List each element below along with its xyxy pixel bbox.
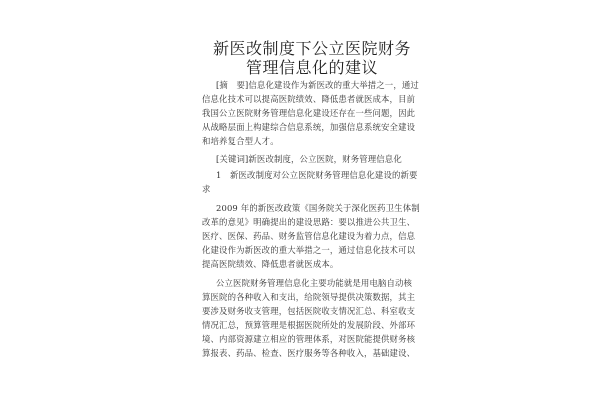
abstract-line: 和培养复合型人才。 <box>202 136 279 146</box>
body-line: 算报表、药品、检查、医疗服务等各种收入，基础建设、 <box>202 348 416 358</box>
title-line-1: 新医改制度下公立医院财务 <box>212 39 411 58</box>
body-line: 2009 年的新医改政策《国务院关于深化医药卫生体制 <box>216 203 420 213</box>
body-line: 情况汇总，预算管理是根据医院所处的发展阶段、外部环 <box>202 320 416 330</box>
keywords-line: [关键词]新医改制度，公立医院，财务管理信息化 <box>216 154 402 164</box>
title-line-2: 管理信息化的建议 <box>245 58 378 77</box>
body-line: 提高医院绩效、降低患者就医成本。 <box>202 259 339 269</box>
abstract-line: 我国公立医院财务管理信息化建设还存在一些问题，因此 <box>202 108 416 118</box>
section-heading: 求 <box>202 184 211 194</box>
body-line: 医疗、医保、药品、财务监管信息化建设为着力点，信息 <box>202 231 416 241</box>
section-heading: 1 新医改制度对公立医院财务管理信息化建设的新要 <box>216 170 418 180</box>
body-line: 改革的意见》明确提出的建设思路：要以推进公共卫生、 <box>202 217 416 227</box>
body-line: 境、内部资源建立相应的管理体系，对医院能提供财务核 <box>202 334 416 344</box>
abstract-line: 信息化技术可以提高医院绩效、降低患者就医成本，目前 <box>202 94 416 104</box>
abstract-line: 从战略层面上构建综合信息系统，加强信息系统安全建设 <box>202 122 416 132</box>
body-line: 算医院的各种收入和支出，给院领导提供决策数据，其主 <box>202 292 416 302</box>
body-line: 化建设作为新医改的重大举措之一，通过信息化技术可以 <box>202 245 416 255</box>
abstract-line: [摘 要]信息化建设作为新医改的重大举措之一，通过 <box>216 80 419 90</box>
body-line: 要涉及财务收支管理，包括医院收支情况汇总、科室收支 <box>202 306 416 316</box>
body-line: 公立医院财务管理信息化主要功能就是用电脑自动核 <box>216 278 413 288</box>
